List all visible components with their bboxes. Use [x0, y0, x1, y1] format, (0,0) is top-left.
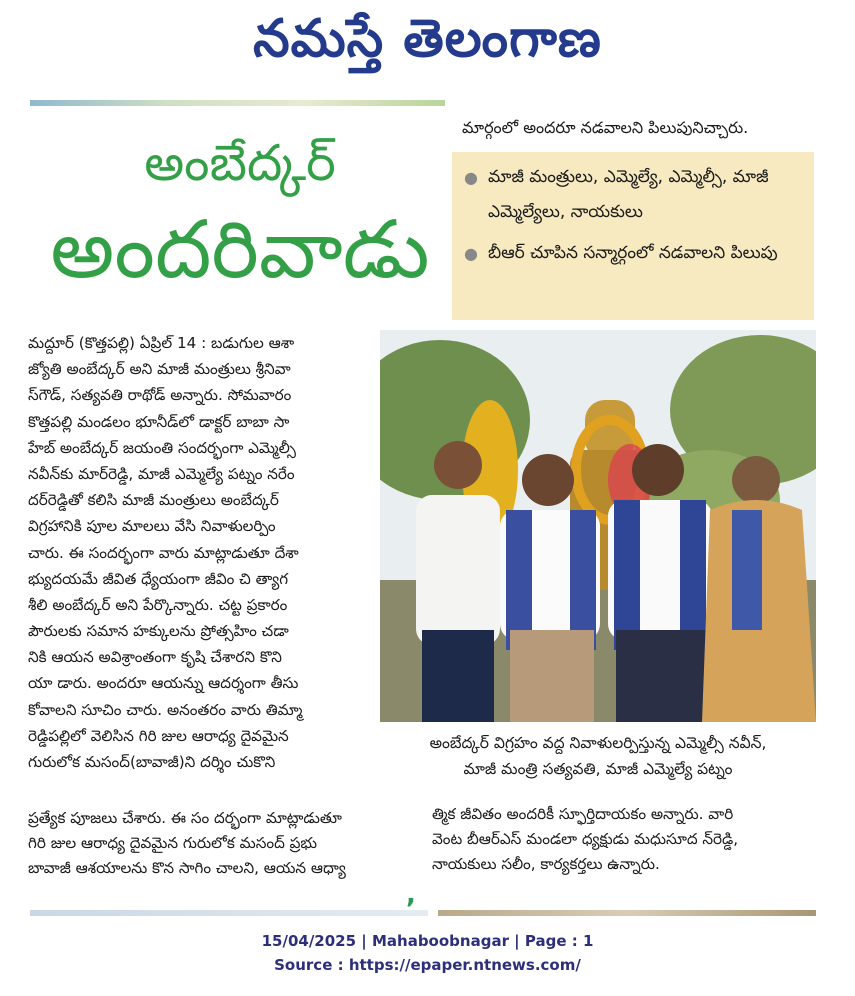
article-line: చారు. ఈ సందర్భంగా వారు మాట్లాడుతూ దేశా — [28, 543, 299, 562]
article-line: జ్యోతి అంబేద్కర్ అని మాజీ మంత్రులు శ్రీనివా — [28, 360, 291, 379]
article-body-left-column — [28, 330, 380, 775]
newspaper-masthead: నమస్తే తెలంగాణ — [253, 9, 602, 69]
highlight-text: బీఆర్ చూపిన సన్మార్గంలో నడవాలని పిలుపు — [488, 243, 778, 263]
article-line: గిరి జుల ఆరాధ్య దైవమైన గురులోక మసంద్ ప్రభు — [28, 834, 318, 852]
article-line: నవీన్‌కు మార్‌రెడ్డి, మాజీ ఎమ్మెల్యే పట్నం నరేం — [28, 464, 295, 483]
highlights-box — [452, 152, 814, 320]
footer-date-edition: 15/04/2025 | Mahaboobnagar | Page : 1 — [261, 932, 594, 950]
footer-source-link[interactable]: Source : https://epaper.ntnews.com/ — [274, 956, 581, 974]
photo-caption — [380, 730, 816, 782]
article-body-bottom-left — [28, 806, 420, 881]
article-line: యా డారు. అందరూ ఆయన్ను ఆదర్శంగా తీసు — [28, 674, 299, 693]
article-body-bottom-right — [432, 802, 822, 877]
article-line: స్‌గౌడ్, సత్యవతి రాథోడ్ అన్నారు. సోమవారం — [28, 386, 292, 405]
article-line: త్మిక జీవితం అందరికీ స్ఫూర్తిదాయకం అన్నారు. వారి — [432, 805, 734, 823]
bullet-icon: ● — [464, 244, 478, 263]
photo-illustration — [380, 330, 816, 722]
decorative-mark: , — [406, 880, 416, 910]
bottom-left-image-strip — [30, 910, 428, 916]
article-line: భ్యుదయమే జీవిత ధ్యేయంగా జీవిం చి త్యాగ — [28, 569, 289, 588]
top-left-image-strip — [30, 100, 445, 106]
highlight-item — [464, 236, 806, 271]
article-line: శీలి అంబేద్కర్ అని పేర్కొన్నారు. చట్ట ప్రకారం — [28, 595, 288, 614]
headline-line-2: అందరివాడు — [50, 203, 430, 296]
article-line: మద్దూర్ (కొత్తపల్లి) ఏప్రిల్ 14 : బడుగుల ఆశా — [28, 334, 295, 352]
article-line: బావాజీ ఆశయాలను కొన సాగిం చాలని, ఆయన ఆధ్యా — [28, 859, 346, 877]
highlight-item — [464, 160, 806, 230]
article-line: పౌరులకు సమాన హక్కులను ప్రోత్సహిం చడా — [28, 622, 289, 641]
article-line: రెడ్డిపల్లిలో వెలిసిన గిరి జుల ఆరాధ్య దైవమైన — [28, 726, 289, 745]
article-line: కోవాలని సూచిం చారు. అనంతరం వారు తిమ్మా — [28, 700, 303, 719]
article-line: కొత్తపల్లి మండలం భూనీడ్‌లో డాక్టర్ బాబా సా — [28, 412, 290, 431]
article-line: గురులోక మసంద్(బావాజీ)ని దర్శిం చుకొని — [28, 753, 276, 771]
article-line: దర్‌రెడ్డితో కలిసి మాజీ మంత్రులు అంబేద్కర్ — [28, 491, 279, 510]
highlight-text: మాజీ మంత్రులు, ఎమ్మెల్యే, ఎమ్మెల్సీ, మాజీ ఎమ్మెల్యేలు, నాయకులు — [488, 167, 769, 222]
article-line: నికి ఆయన అవిశ్రాంతంగా కృషి చేశారని కొని — [28, 648, 282, 667]
caption-line-1: అంబేద్కర్ విగ్రహం వద్ద నివాళులర్పిస్తున్న ఎమ్మెల్సీ నవీన్, — [429, 734, 767, 752]
headline-line-1: అంబేద్కర్ — [144, 134, 336, 192]
article-line: వెంట బీఆర్‌ఎస్ మండలా ధ్యక్షుడు మధుసూద న్‌రెడ్డి, — [432, 830, 739, 848]
news-photo — [380, 330, 816, 722]
bullet-icon: ● — [464, 168, 478, 187]
article-line: ప్రత్యేక పూజలు చేశారు. ఈ సం దర్భంగా మాట్లాడుతూ — [28, 809, 342, 827]
intro-continuation-line: మార్గంలో అందరూ నడవాలని పిలుపునిచ్చారు. — [462, 118, 749, 137]
bottom-right-image-strip — [438, 910, 816, 916]
article-line: హేబ్ అంబేద్కర్ జయంతి సందర్భంగా ఎమ్మెల్సీ — [28, 438, 296, 457]
article-line: నాయకులు సలీం, కార్యకర్తలు ఉన్నారు. — [432, 855, 660, 873]
caption-line-2: మాజీ మంత్రి సత్యవతి, మాజీ ఎమ్మెల్యే పట్నం — [463, 760, 733, 778]
article-line: విగ్రహానికి పూల మాలలు వేసి నివాళులర్పిం — [28, 517, 276, 536]
